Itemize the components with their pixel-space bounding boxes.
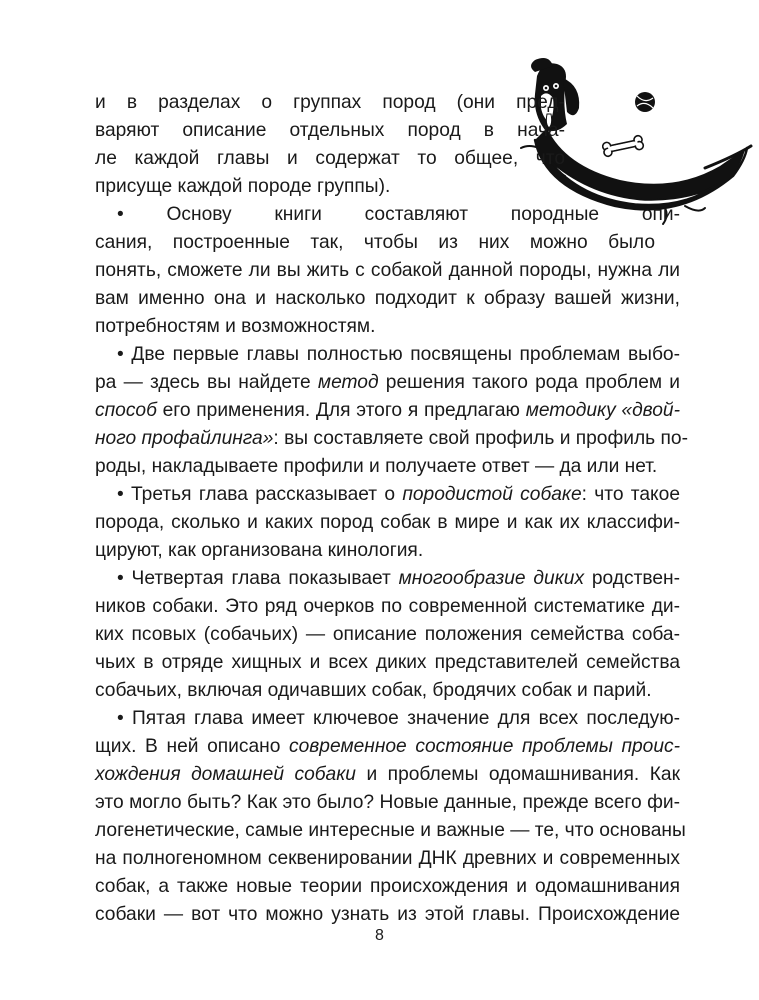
text-span: вам именно она и насколько подходит к образу вашей жизни, — [95, 288, 680, 309]
text-span: собак, а также новые теории происхождения и одомашнивания — [95, 876, 680, 897]
italic-text: современное состояние проблемы проис- — [289, 736, 680, 757]
text-span: : вы составляете свой профиль и профиль по- — [273, 428, 688, 449]
text-line — [95, 537, 680, 565]
text-line — [95, 89, 565, 117]
text-span: на полногеномном секвенировании ДНК древних и современных — [95, 848, 680, 869]
text-span: его применения. Для этого я предлагаю — [156, 400, 526, 421]
text-span: понять, сможете ли вы жить с собакой данной породы, нужна ли — [95, 260, 680, 281]
text-line — [95, 313, 680, 341]
text-span: ле каждой главы и содержат то общее, что — [95, 148, 565, 169]
text-span: чьих в отряде хищных и всех диких представителей семейства — [95, 652, 680, 673]
text-line — [95, 509, 680, 537]
italic-text: способ — [95, 400, 157, 421]
text-line — [95, 117, 565, 145]
text-span: • Третья глава рассказывает о — [117, 484, 403, 505]
text-span: ра — здесь вы найдете — [95, 372, 318, 393]
text-span: сания, построенные так, чтобы из них можно было — [95, 232, 655, 253]
text-line — [95, 145, 565, 173]
italic-text: метод — [317, 372, 379, 393]
text-line — [95, 369, 680, 397]
text-span: • Две первые главы полностью посвящены проблемам выбо- — [117, 344, 680, 365]
text-line — [95, 901, 680, 929]
text-span: и в разделах о группах пород (они пред- — [95, 92, 565, 113]
text-span: порода, сколько и каких пород собак в мире и как их классифи- — [95, 512, 680, 533]
text-line — [95, 845, 680, 873]
italic-text: породистой собаке — [402, 484, 582, 505]
text-line — [95, 873, 680, 901]
text-line — [95, 789, 680, 817]
text-line — [95, 817, 686, 845]
text-line — [95, 425, 688, 453]
text-span: родствен- — [584, 568, 681, 589]
text-span: ников собаки. Это ряд очерков по современной систематике ди- — [95, 596, 680, 617]
text-span: • Пятая глава имеет ключевое значение для всех последую- — [117, 708, 680, 729]
text-line — [95, 173, 565, 201]
text-span: решения такого рода проблем и — [378, 372, 680, 393]
italic-text: хождения домашней собаки — [95, 764, 356, 785]
text-span: присуще каждой породе группы). — [95, 176, 391, 197]
text-span: роды, накладываете профили и получаете ответ — да или нет. — [95, 456, 658, 477]
text-line — [117, 565, 680, 593]
text-span: варяют описание отдельных пород в нача- — [95, 120, 565, 141]
text-line — [117, 481, 680, 509]
text-span: потребностям и возможностям. — [95, 316, 376, 337]
text-span: • Основу книги составляют породные опи- — [117, 204, 680, 225]
text-line — [95, 257, 680, 285]
text-span: ких псовых (собачьих) — описание положения семейства соба- — [95, 624, 680, 645]
text-line — [117, 201, 680, 229]
text-line — [117, 705, 680, 733]
text-span: собачьих, включая одичавших собак, бродячих собак и парий. — [95, 680, 652, 701]
text-line — [95, 621, 680, 649]
text-line — [95, 593, 680, 621]
text-span: • Четвертая глава показывает — [117, 568, 399, 589]
text-span: и проблемы одомашнивания. Как — [355, 764, 680, 785]
text-span: логенетические, самые интересные и важные — те, что основаны — [95, 820, 686, 841]
text-span: щих. В ней описано — [95, 736, 290, 757]
text-line — [95, 733, 680, 761]
text-span: : что такое — [581, 484, 680, 505]
text-line — [95, 229, 655, 257]
text-span: цируют, как организована кинология. — [95, 540, 424, 561]
italic-text: методику «двой- — [525, 400, 680, 421]
italic-text: многообразие диких — [398, 568, 585, 589]
text-line — [95, 649, 680, 677]
italic-text: ного профайлинга» — [95, 428, 274, 449]
text-line — [95, 453, 680, 481]
text-span: это могло быть? Как это было? Новые данные, прежде всего фи- — [95, 792, 680, 813]
text-line — [95, 397, 680, 425]
page-number: 8 — [375, 927, 384, 944]
text-line — [95, 677, 680, 705]
text-line — [95, 285, 680, 313]
text-line — [95, 761, 680, 789]
text-line — [117, 341, 680, 369]
text-span: собаки — вот что можно узнать из этой главы. Происхождение — [95, 904, 680, 925]
